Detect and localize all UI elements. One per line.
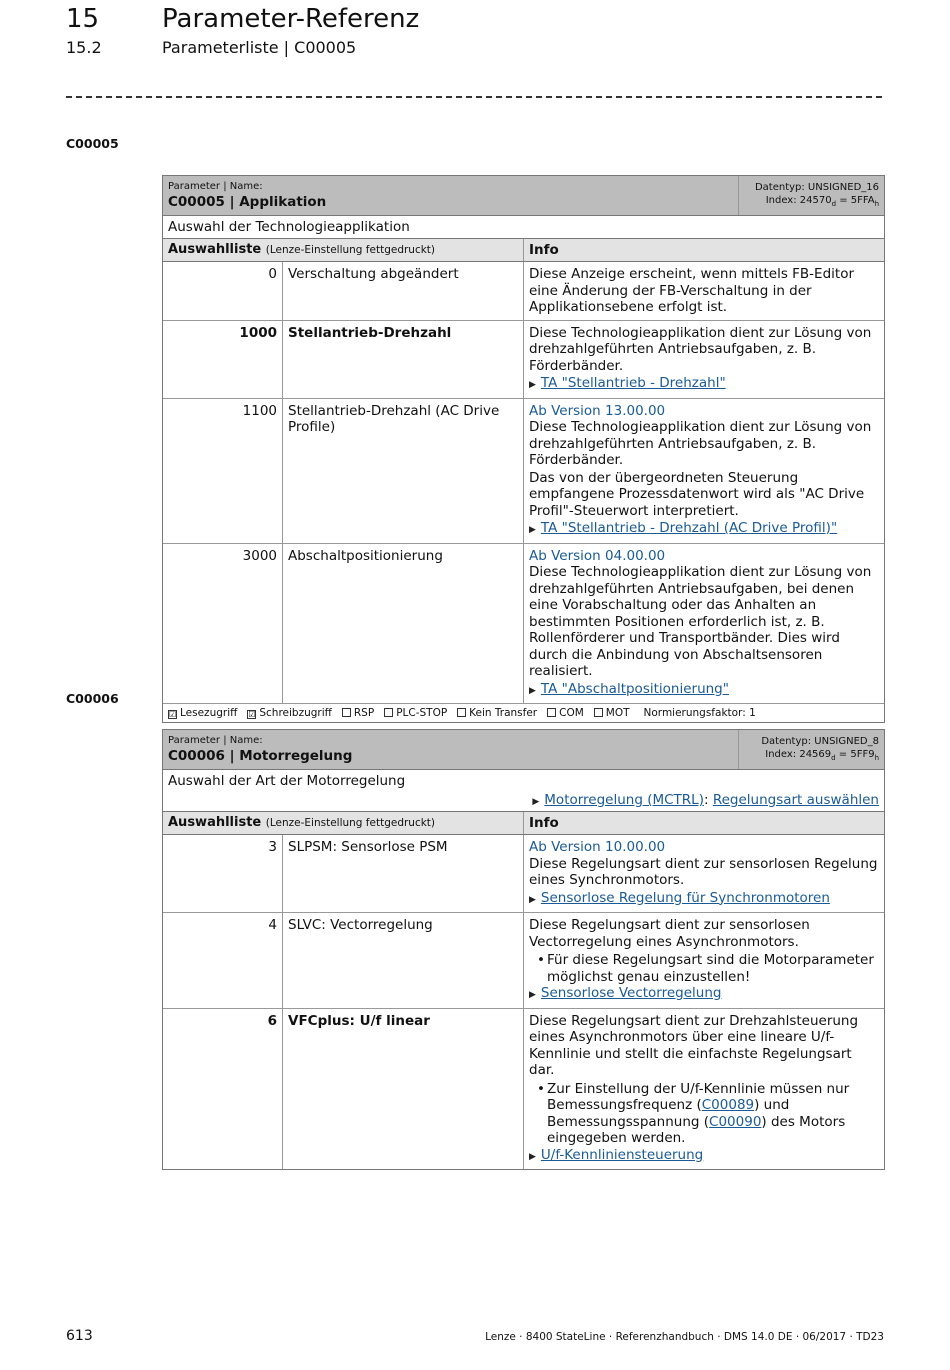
datatype: Datentyp: UNSIGNED_8: [761, 736, 879, 747]
col-info: Info: [529, 815, 559, 831]
link-motorregelung-mctrl[interactable]: Motorregelung (MCTRL): [544, 792, 704, 808]
row-info: Ab Version 13.00.00 Diese Technologieapplikation dient zur Lösung von drehzahlgeführten Antriebsaufgaben, z. B. Förderbänder. Das von der übergeordneten Steuerung empfangene Prozessdatenwort wird als "AC Drive Profil"-Steuerwort interpretiert. ▶ TA "Stellantrieb - Drehzahl (AC Drive Profil)": [524, 399, 884, 543]
row-value: 1100: [163, 399, 283, 543]
bullet-note: • Für diese Regelungsart sind die Motorparameter möglichst genau einzustellen!: [529, 952, 879, 985]
triangle-right-icon: ▶: [529, 685, 536, 696]
page-number: 613: [66, 1328, 93, 1344]
section-label-c00005: C00005: [66, 136, 119, 151]
table-row: [163, 913, 884, 1009]
triangle-right-icon: ▶: [529, 380, 536, 390]
row-info: Diese Regelungsart dient zur Drehzahlsteuerung eines Asynchronmotors über eine lineare U/f-Kennlinie und stellt die einfachste Regelungsart dar. • Zur Einstellung der U/f-Kennlinie müssen nur Bemessungsfrequenz (C00089) und Bemessungsspannung (C00090) des Motors eingegeben werden. ▶ U/f-Kennliniensteuerung: [524, 1009, 884, 1170]
flag-plc-stop: PLC-STOP: [384, 707, 447, 719]
row-value: 4: [163, 913, 283, 1008]
link-c00090[interactable]: C00090: [709, 1113, 762, 1130]
version-note: Ab Version 13.00.00: [529, 402, 666, 419]
datatype: Datentyp: UNSIGNED_16: [754, 182, 879, 193]
row-info: Diese Technologieapplikation dient zur Lösung von drehzahlgeführten Antriebsaufgaben, z. B. Förderbänder. ▶ TA "Stellantrieb - Drehzahl": [529, 324, 872, 391]
triangle-right-icon: ▶: [532, 797, 540, 807]
checkbox-empty-icon: [547, 708, 556, 717]
row-value: 3: [163, 835, 283, 912]
param-datatype-block: [738, 730, 884, 769]
row-name: SLPSM: Sensorlose PSM: [283, 835, 524, 912]
col-auswahlliste: Auswahlliste (Lenze-Einstellung fettgedruckt): [163, 812, 524, 834]
checkbox-checked-icon: ☑: [248, 710, 256, 719]
link-ta-stellantrieb-drehzahl[interactable]: TA "Stellantrieb - Drehzahl": [540, 375, 726, 391]
row-value: 0: [163, 262, 283, 320]
checkbox-empty-icon: [342, 708, 351, 717]
param-label: Parameter | Name:: [168, 735, 263, 746]
chapter-title: Parameter-Referenz: [162, 4, 420, 34]
col-auswahlliste: Auswahlliste (Lenze-Einstellung fettgedruckt): [163, 239, 524, 261]
access-flags: [163, 704, 884, 722]
row-value: 3000: [163, 544, 283, 704]
param-table-c00005: [162, 175, 885, 723]
bullet-note: • Zur Einstellung der U/f-Kennlinie müssen nur Bemessungsfrequenz (C00089) und Bemessungsspannung (C00090) des Motors eingegeben werden.: [529, 1081, 879, 1147]
link-sensorlose-vectorregelung[interactable]: Sensorlose Vectorregelung: [540, 985, 722, 1001]
param-header: [163, 730, 884, 770]
normierungsfaktor: Normierungsfaktor: 1: [643, 707, 756, 719]
param-name: C00005 | Applikation: [168, 194, 327, 210]
triangle-right-icon: ▶: [529, 525, 536, 535]
table-row: [163, 399, 884, 544]
section-title: Parameterliste | C00005: [162, 38, 357, 57]
section-label-c00006: C00006: [66, 691, 119, 706]
link-uf-kennliniensteuerung[interactable]: U/f-Kennliniensteuerung: [540, 1146, 704, 1163]
param-name: C00006 | Motorregelung: [168, 748, 353, 764]
row-info: Ab Version 10.00.00 Diese Regelungsart dient zur sensorlosen Regelung eines Synchronmotors. ▶ Sensorlose Regelung für Synchronmotoren: [529, 839, 878, 906]
row-name: Stellantrieb-Drehzahl (AC Drive Profile): [283, 399, 524, 543]
param-name-block: [163, 730, 738, 769]
link-ta-abschaltpositionierung[interactable]: TA "Abschaltpositionierung": [540, 680, 729, 697]
version-note: Ab Version 04.00.00: [529, 547, 666, 564]
param-index: Index: $24569_d = 5FF9_h$: [765, 749, 879, 762]
row-info: Ab Version 04.00.00 Diese Technologieapplikation dient zur Lösung von drehzahlgeführten Antriebsaufgaben, bei denen eine Vorabschaltung oder das Anhalten an bestimmten Positionen erforderlich ist, z. B. Rollenförderer und Transportbänder. Dies wird durch die Anbindung von Abschaltsensoren realisiert. ▶ TA "Abschaltpositionierung": [524, 544, 884, 704]
col-info: Info: [529, 242, 559, 258]
param-name-block: [163, 176, 738, 215]
row-value: 6: [163, 1009, 283, 1170]
link-ta-stellantrieb-ac-drive[interactable]: TA "Stellantrieb - Drehzahl (AC Drive Profil)": [540, 520, 838, 536]
link-c00089[interactable]: C00089: [701, 1097, 755, 1113]
flag-kein-transfer: Kein Transfer: [457, 707, 537, 719]
triangle-right-icon: ▶: [529, 1151, 536, 1162]
checkbox-empty-icon: [384, 708, 393, 717]
column-header: [163, 239, 884, 262]
param-table-c00006: [162, 729, 885, 1170]
row-name: Stellantrieb-Drehzahl: [283, 321, 524, 398]
row-info: Diese Anzeige erscheint, wenn mittels FB-Editor eine Änderung der FB-Verschaltung in der Applikationsebene erfolgt ist.: [529, 266, 855, 315]
row-name: Verschaltung abgeändert: [283, 262, 524, 320]
param-index: Index: $24570_d = 5FFA_h$: [765, 195, 879, 208]
version-note: Ab Version 10.00.00: [529, 839, 666, 855]
table-row: [163, 835, 884, 913]
row-name: Abschaltpositionierung: [283, 544, 524, 704]
flag-schreibzugriff: ☑ Schreibzugriff: [248, 707, 332, 719]
row-name: VFCplus: U/f linear: [283, 1009, 524, 1170]
table-row: [163, 1009, 884, 1170]
header-divider: [66, 96, 882, 98]
checkbox-empty-icon: [457, 708, 466, 717]
flag-rsp: RSP: [342, 707, 374, 719]
flag-mot: MOT: [594, 707, 630, 719]
table-row: [163, 262, 884, 321]
triangle-right-icon: ▶: [529, 894, 536, 905]
checkbox-empty-icon: [594, 708, 603, 717]
triangle-right-icon: ▶: [529, 990, 536, 1000]
row-info: Diese Regelungsart dient zur sensorlosen Vectorregelung eines Asynchronmotors. • Für diese Regelungsart sind die Motorparameter möglichst genau einzustellen! ▶ Sensorlose Vectorregelung: [524, 913, 884, 1008]
flag-lesezugriff: ☑ Lesezugriff: [169, 707, 238, 719]
param-description: Auswahl der Art der Motorregelung ▶ Motorregelung (MCTRL): Regelungsart auswählen: [163, 770, 884, 812]
param-header: [163, 176, 884, 216]
flag-com: COM: [547, 707, 584, 719]
table-row: [163, 544, 884, 705]
document-footer: Lenze · 8400 StateLine · Referenzhandbuch · DMS 14.0 DE · 06/2017 · TD23: [485, 1331, 884, 1343]
row-name: SLVC: Vectorregelung: [283, 913, 524, 1008]
param-datatype-block: [738, 176, 884, 215]
chapter-number: 15: [66, 4, 100, 34]
checkbox-checked-icon: ☑: [169, 710, 177, 719]
table-row: [163, 321, 884, 399]
param-label: Parameter | Name:: [168, 181, 263, 192]
section-number: 15.2: [66, 38, 102, 57]
link-sensorlose-regelung-synchron[interactable]: Sensorlose Regelung für Synchronmotoren: [540, 889, 830, 906]
link-regelungsart-auswaehlen[interactable]: Regelungsart auswählen: [712, 792, 879, 808]
column-header: [163, 812, 884, 835]
row-value: 1000: [163, 321, 283, 398]
param-description: Auswahl der Technologieapplikation: [163, 216, 884, 239]
